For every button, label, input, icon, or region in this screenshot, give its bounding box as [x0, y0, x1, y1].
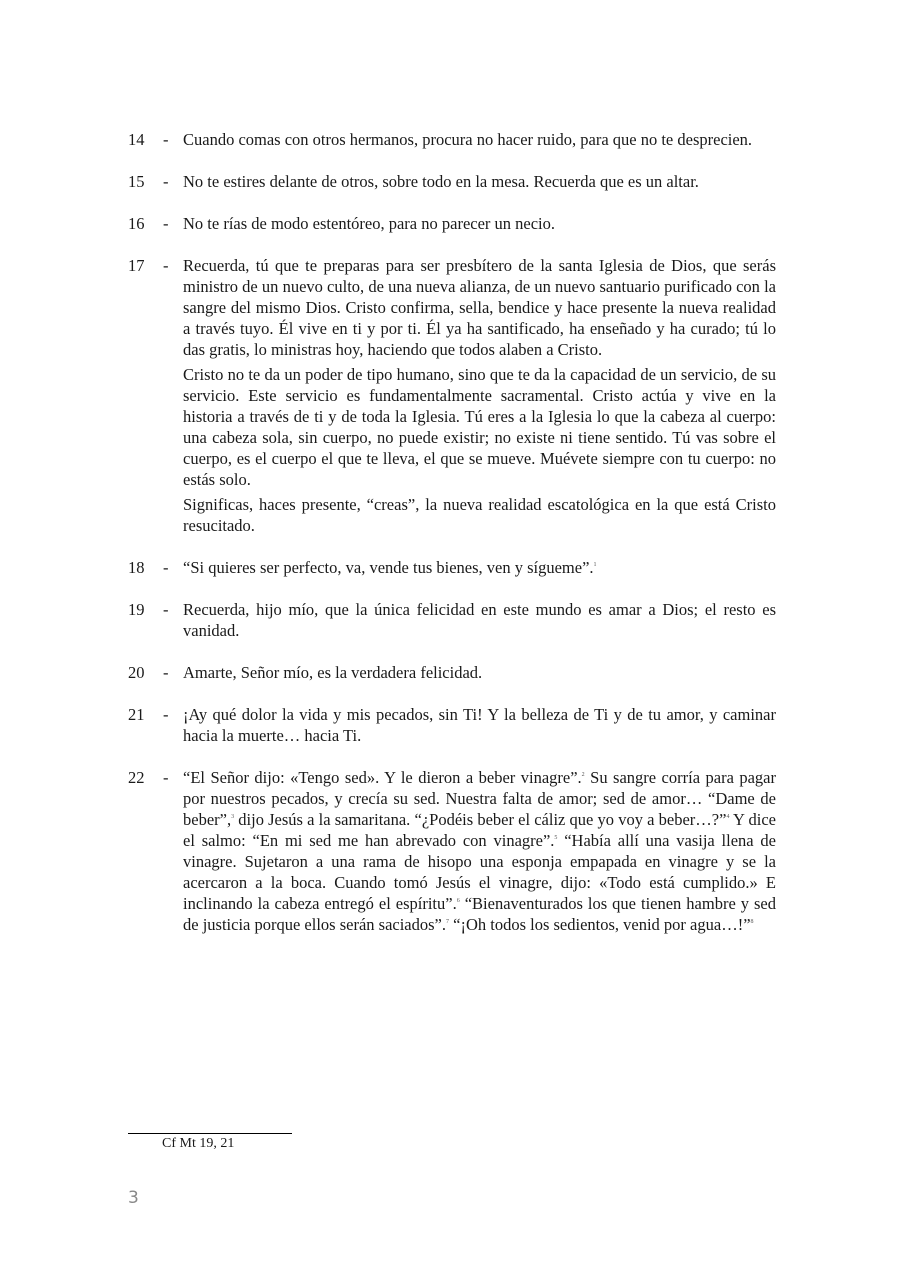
- item-dash: -: [163, 558, 169, 577]
- footnote-reference[interactable]: 6: [456, 898, 460, 904]
- item-number: 15: [128, 172, 145, 191]
- paragraph: [183, 767, 776, 935]
- text-run: Y dice el salmo: “En mi sed me han abrevado con vinagre”.: [183, 810, 776, 850]
- item-body: [183, 599, 776, 641]
- list-item: [128, 255, 776, 536]
- page-number: 3: [128, 1188, 139, 1208]
- list-item: [128, 662, 776, 683]
- list-item: [128, 171, 776, 192]
- text-run: “Bienaventurados los que tienen hambre y sed de justicia porque ellos serán saciados”.: [183, 894, 776, 934]
- item-number: 16: [128, 214, 145, 233]
- footnote-separator: [128, 1133, 292, 1134]
- item-dash: -: [163, 705, 169, 724]
- footnote-reference[interactable]: 1: [593, 562, 597, 568]
- item-number: 20: [128, 663, 145, 682]
- paragraph: [183, 599, 776, 641]
- paragraph: [183, 662, 776, 683]
- text-run: “¡Oh todos los sedientos, venid por agua…!”: [449, 915, 751, 934]
- footnote: Cf Mt 19, 21: [162, 1136, 235, 1151]
- text-run: dijo Jesús a la samaritana. “¿Podéis beber el cáliz que yo voy a beber…?”: [234, 810, 727, 829]
- item-number: 18: [128, 558, 145, 577]
- text-run: No te estires delante de otros, sobre todo en la mesa. Recuerda que es un altar.: [183, 172, 699, 191]
- item-body: [183, 704, 776, 746]
- item-body: [183, 767, 776, 935]
- item-dash: -: [163, 256, 169, 275]
- paragraph: [183, 255, 776, 360]
- paragraph: [183, 557, 776, 578]
- text-run: Recuerda, tú que te preparas para ser presbítero de la santa Iglesia de Dios, que serás ministro de un nuevo culto, de una nueva alianza, de un nuevo santuario purificado con la sangre del mismo Dios. Cristo confirma, sella, bendice y hace presente la nueva realidad a través tuyo. Él vive en ti y por ti. Él ya ha santificado, ha enseñado y ha curado; tú lo das gratis, lo ministras hoy, haciendo que todos alaben a Cristo.: [183, 256, 776, 359]
- paragraph: [183, 364, 776, 490]
- footnote-reference[interactable]: 2: [581, 772, 585, 778]
- list-item: [128, 557, 776, 578]
- footnote-reference[interactable]: 5: [554, 835, 558, 841]
- item-body: [183, 129, 776, 150]
- numbered-list: [128, 129, 776, 956]
- item-dash: -: [163, 663, 169, 682]
- footnote-reference[interactable]: 4: [726, 814, 730, 820]
- list-item: [128, 213, 776, 234]
- text-run: Recuerda, hijo mío, que la única felicidad en este mundo es amar a Dios; el resto es vanidad.: [183, 600, 776, 640]
- list-item: [128, 767, 776, 935]
- paragraph: [183, 213, 776, 234]
- item-body: [183, 255, 776, 536]
- list-item: [128, 704, 776, 746]
- paragraph: [183, 171, 776, 192]
- item-body: [183, 171, 776, 192]
- item-number: 22: [128, 768, 145, 787]
- text-run: “El Señor dijo: «Tengo sed». Y le dieron a beber vinagre”.: [183, 768, 582, 787]
- item-number: 21: [128, 705, 145, 724]
- text-run: “Si quieres ser perfecto, va, vende tus bienes, ven y sígueme”.: [183, 558, 594, 577]
- item-body: [183, 662, 776, 683]
- list-item: [128, 129, 776, 150]
- text-run: Cristo no te da un poder de tipo humano, sino que te da la capacidad de un servicio, de su servicio. Este servicio es fundamentalmente sacramental. Cristo actúa y vive en la historia a través de ti y de toda la Iglesia. Tú eres a la Iglesia lo que la cabeza al cuerpo: una cabeza sola, sin cuerpo, no puede existir; no existe ni tiene sentido. Tú vas sobre el cuerpo, es el cuerpo el que te lleva, el que se mueve. Muévete siempre con tu cuerpo: no estás solo.: [183, 365, 776, 489]
- footnote-reference[interactable]: 7: [446, 919, 449, 925]
- text-run: Amarte, Señor mío, es la verdadera felicidad.: [183, 663, 483, 682]
- text-run: Cuando comas con otros hermanos, procura no hacer ruido, para que no te desprecien.: [183, 130, 753, 149]
- item-body: [183, 213, 776, 234]
- paragraph: [183, 494, 776, 536]
- text-run: Su sangre corría para pagar por nuestros pecados, y crecía su sed. Nuestra falta de amor; sed de amor… “Dame de beber”,: [183, 768, 776, 829]
- item-dash: -: [163, 172, 169, 191]
- item-number: 14: [128, 130, 145, 149]
- item-dash: -: [163, 768, 169, 787]
- item-dash: -: [163, 130, 169, 149]
- paragraph: [183, 704, 776, 746]
- text-run: ¡Ay qué dolor la vida y mis pecados, sin Ti! Y la belleza de Ti y de tu amor, y caminar hacia la muerte… hacia Ti.: [183, 705, 776, 745]
- text-run: “Había allí una vasija llena de vinagre. Sujetaron a una rama de hisopo una esponja empapada en vinagre y se la acercaron a la boca. Cuando tomó Jesús el vinagre, dijo: «Todo está cumplido.» E inclinando la cabeza entregó el espíritu”.: [183, 831, 776, 913]
- item-number: 19: [128, 600, 145, 619]
- item-number: 17: [128, 256, 145, 275]
- paragraph: [183, 129, 776, 150]
- footnote-reference[interactable]: 3: [231, 814, 235, 820]
- text-run: No te rías de modo estentóreo, para no parecer un necio.: [183, 214, 556, 233]
- item-dash: -: [163, 600, 169, 619]
- list-item: [128, 599, 776, 641]
- item-body: [183, 557, 776, 578]
- item-dash: -: [163, 214, 169, 233]
- text-run: Significas, haces presente, “creas”, la nueva realidad escatológica en la que está Cristo resucitado.: [183, 495, 776, 535]
- footnote-reference[interactable]: 8: [750, 919, 754, 925]
